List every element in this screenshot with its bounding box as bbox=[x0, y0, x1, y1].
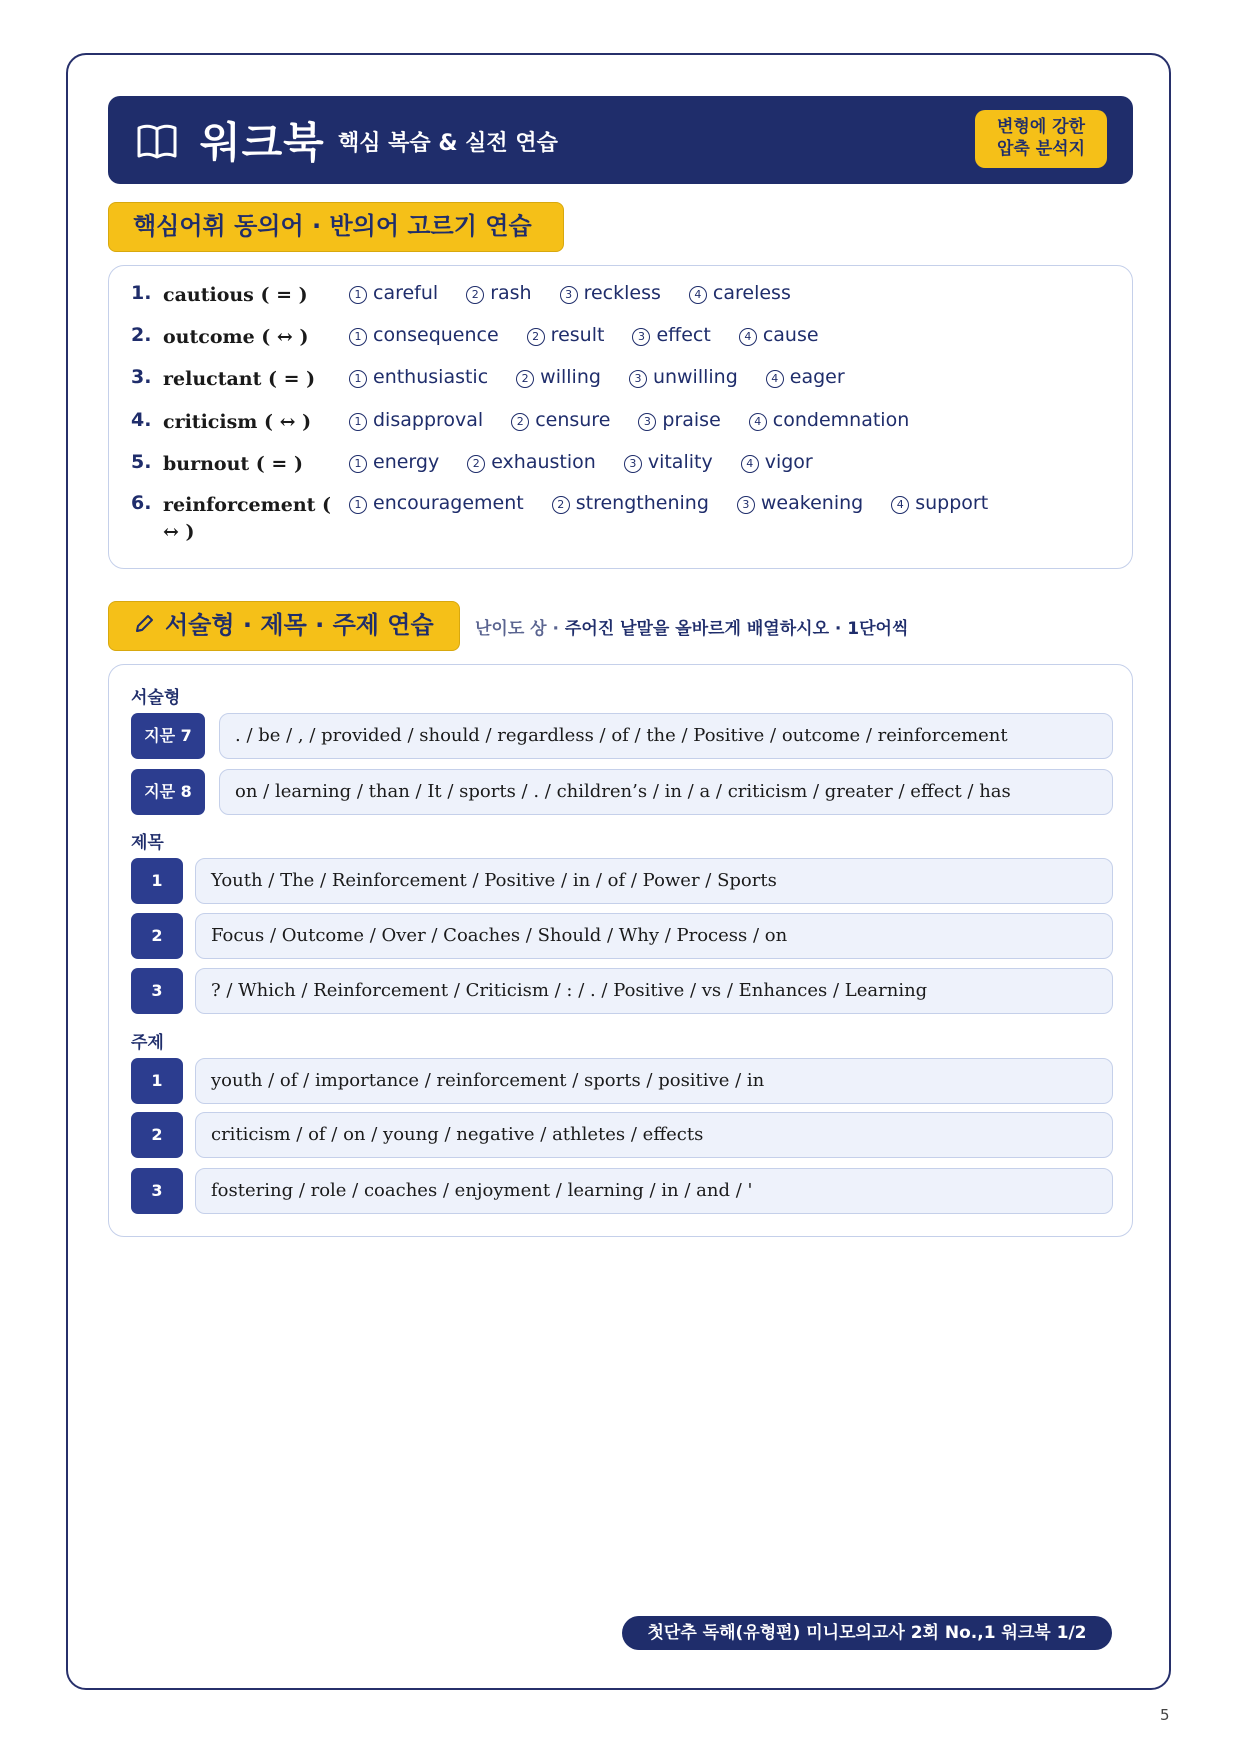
option-number-icon: 2 bbox=[527, 328, 545, 346]
section-vocab-title: 핵심어휘 동의어 · 반의어 고르기 연습 bbox=[108, 202, 564, 252]
option-number-icon: 1 bbox=[349, 413, 367, 431]
option-text: encouragement bbox=[373, 492, 524, 514]
essay-words-8: on / learning / than / It / sports / . / children’s / in / a / criticism / greater / effect / has bbox=[219, 769, 1113, 815]
essay-words-7: . / be / , / provided / should / regardless / of / the / Positive / outcome / reinforcement bbox=[219, 713, 1113, 759]
difficulty-label: 난이도 상 · bbox=[475, 619, 565, 639]
section-writing-title bbox=[108, 601, 460, 651]
vocab-option[interactable] bbox=[349, 366, 488, 388]
option-number-icon: 4 bbox=[739, 328, 757, 346]
option-number-icon: 4 bbox=[689, 286, 707, 304]
vocab-option[interactable] bbox=[466, 282, 531, 304]
header-title: 워크북 bbox=[200, 118, 325, 167]
vocab-option[interactable] bbox=[349, 492, 524, 514]
title-num-2: 2 bbox=[131, 913, 183, 959]
option-number-icon: 3 bbox=[638, 413, 656, 431]
option-text: energy bbox=[373, 451, 440, 473]
vocab-row bbox=[109, 282, 1132, 312]
theme-num-1: 1 bbox=[131, 1058, 183, 1104]
vocab-row bbox=[109, 366, 1132, 396]
option-number-icon: 1 bbox=[349, 286, 367, 304]
option-number-icon: 4 bbox=[741, 455, 759, 473]
theme-num-3: 3 bbox=[131, 1168, 183, 1214]
option-text: strengthening bbox=[575, 492, 709, 514]
vocab-option[interactable] bbox=[741, 451, 813, 473]
vocab-option[interactable] bbox=[511, 409, 610, 431]
vocab-number: 6. bbox=[131, 492, 152, 514]
option-text: effect bbox=[656, 324, 711, 346]
option-text: condemnation bbox=[772, 409, 910, 431]
option-text: reckless bbox=[583, 282, 661, 304]
vocab-option[interactable] bbox=[624, 451, 713, 473]
badge-line-1: 변형에 강한 bbox=[996, 117, 1086, 137]
vocab-options bbox=[349, 324, 847, 346]
section-instruction bbox=[475, 614, 908, 639]
header-subtitle: 핵심 복습 & 실전 연습 bbox=[338, 131, 558, 156]
option-number-icon: 3 bbox=[624, 455, 642, 473]
vocab-row bbox=[109, 324, 1132, 354]
vocab-number: 2. bbox=[131, 324, 152, 346]
option-number-icon: 4 bbox=[749, 413, 767, 431]
vocab-option[interactable] bbox=[467, 451, 596, 473]
option-text: vigor bbox=[764, 451, 813, 473]
option-text: careless bbox=[712, 282, 791, 304]
option-text: careful bbox=[373, 282, 439, 304]
option-number-icon: 4 bbox=[891, 496, 909, 514]
option-number-icon: 4 bbox=[766, 370, 784, 388]
vocab-option[interactable] bbox=[632, 324, 710, 346]
vocab-number: 1. bbox=[131, 282, 152, 304]
option-text: result bbox=[550, 324, 605, 346]
vocab-option[interactable] bbox=[737, 492, 863, 514]
vocab-number: 3. bbox=[131, 366, 152, 388]
option-number-icon: 2 bbox=[466, 286, 484, 304]
option-text: support bbox=[915, 492, 989, 514]
theme-num-2: 2 bbox=[131, 1112, 183, 1158]
vocab-option[interactable] bbox=[527, 324, 605, 346]
vocab-options bbox=[349, 282, 819, 304]
vocab-word: reinforcement ( ↔ ) bbox=[163, 494, 332, 543]
vocab-row bbox=[109, 451, 1132, 481]
vocab-options bbox=[349, 492, 1016, 514]
option-number-icon: 1 bbox=[349, 328, 367, 346]
page-number: 5 bbox=[1160, 1706, 1170, 1724]
vocab-option[interactable] bbox=[349, 409, 483, 431]
section-writing-label: 서술형 · 제목 · 주제 연습 bbox=[165, 611, 434, 639]
title-num-1: 1 bbox=[131, 858, 183, 904]
option-text: exhaustion bbox=[491, 451, 596, 473]
option-text: rash bbox=[490, 282, 532, 304]
vocab-option[interactable] bbox=[638, 409, 720, 431]
vocab-option[interactable] bbox=[560, 282, 661, 304]
option-text: unwilling bbox=[652, 366, 738, 388]
option-text: vitality bbox=[647, 451, 713, 473]
vocab-options bbox=[349, 451, 841, 473]
header-badge bbox=[975, 110, 1107, 168]
option-text: weakening bbox=[760, 492, 864, 514]
theme-words-3: fostering / role / coaches / enjoyment / learning / in / and / ' bbox=[195, 1168, 1113, 1214]
vocab-word: cautious ( = ) bbox=[163, 284, 308, 306]
vocab-option[interactable] bbox=[349, 451, 439, 473]
theme-label: 주제 bbox=[131, 1033, 164, 1053]
vocab-option[interactable] bbox=[349, 324, 499, 346]
option-text: enthusiastic bbox=[373, 366, 489, 388]
vocab-number: 4. bbox=[131, 409, 152, 431]
option-number-icon: 1 bbox=[349, 455, 367, 473]
option-number-icon: 1 bbox=[349, 496, 367, 514]
option-text: praise bbox=[662, 409, 721, 431]
option-text: eager bbox=[789, 366, 845, 388]
theme-words-2: criticism / of / on / young / negative / athletes / effects bbox=[195, 1112, 1113, 1158]
vocab-word: burnout ( = ) bbox=[163, 453, 303, 475]
vocab-options bbox=[349, 409, 937, 431]
vocab-option[interactable] bbox=[552, 492, 709, 514]
option-number-icon: 3 bbox=[737, 496, 755, 514]
option-number-icon: 2 bbox=[511, 413, 529, 431]
title-label: 제목 bbox=[131, 833, 164, 853]
essay-tag-8: 지문 8 bbox=[131, 769, 205, 815]
vocab-option[interactable] bbox=[766, 366, 845, 388]
option-number-icon: 3 bbox=[560, 286, 578, 304]
essay-tag-7: 지문 7 bbox=[131, 713, 205, 759]
option-number-icon: 2 bbox=[516, 370, 534, 388]
footer-title: 첫단추 독해(유형편) 미니모의고사 2회 No.,1 워크북 1/2 bbox=[622, 1616, 1112, 1650]
option-text: cause bbox=[762, 324, 819, 346]
essay-label: 서술형 bbox=[131, 688, 181, 708]
writing-panel bbox=[108, 664, 1133, 1237]
option-number-icon: 3 bbox=[629, 370, 647, 388]
option-number-icon: 2 bbox=[467, 455, 485, 473]
option-text: consequence bbox=[373, 324, 499, 346]
vocab-word: reluctant ( = ) bbox=[163, 368, 316, 390]
option-text: willing bbox=[540, 366, 601, 388]
title-words-2: Focus / Outcome / Over / Coaches / Should / Why / Process / on bbox=[195, 913, 1113, 959]
vocab-option[interactable] bbox=[516, 366, 601, 388]
option-text: censure bbox=[535, 409, 611, 431]
open-book-icon bbox=[136, 120, 178, 162]
theme-words-1: youth / of / importance / reinforcement / sports / positive / in bbox=[195, 1058, 1113, 1104]
vocab-row bbox=[109, 492, 1132, 543]
vocab-option[interactable] bbox=[749, 409, 909, 431]
badge-line-2: 압축 분석지 bbox=[996, 139, 1086, 159]
vocab-number: 5. bbox=[131, 451, 152, 473]
option-number-icon: 3 bbox=[632, 328, 650, 346]
vocab-panel bbox=[108, 265, 1133, 569]
vocab-options bbox=[349, 366, 873, 388]
workbook-header bbox=[108, 96, 1133, 184]
vocab-row bbox=[109, 409, 1132, 439]
title-words-1: Youth / The / Reinforcement / Positive / in / of / Power / Sports bbox=[195, 858, 1113, 904]
instruction-text: 주어진 낱말을 올바르게 배열하시오 · 1단어씩 bbox=[564, 619, 909, 639]
vocab-option[interactable] bbox=[891, 492, 988, 514]
title-num-3: 3 bbox=[131, 968, 183, 1014]
pencil-icon bbox=[133, 613, 155, 635]
vocab-option[interactable] bbox=[689, 282, 791, 304]
vocab-word: criticism ( ↔ ) bbox=[163, 411, 312, 433]
vocab-option[interactable] bbox=[349, 282, 438, 304]
option-number-icon: 2 bbox=[552, 496, 570, 514]
option-text: disapproval bbox=[373, 409, 484, 431]
title-words-3: ? / Which / Reinforcement / Criticism / : / . / Positive / vs / Enhances / Learning bbox=[195, 968, 1113, 1014]
vocab-option[interactable] bbox=[739, 324, 819, 346]
vocab-option[interactable] bbox=[629, 366, 738, 388]
option-number-icon: 1 bbox=[349, 370, 367, 388]
vocab-word: outcome ( ↔ ) bbox=[163, 326, 309, 348]
